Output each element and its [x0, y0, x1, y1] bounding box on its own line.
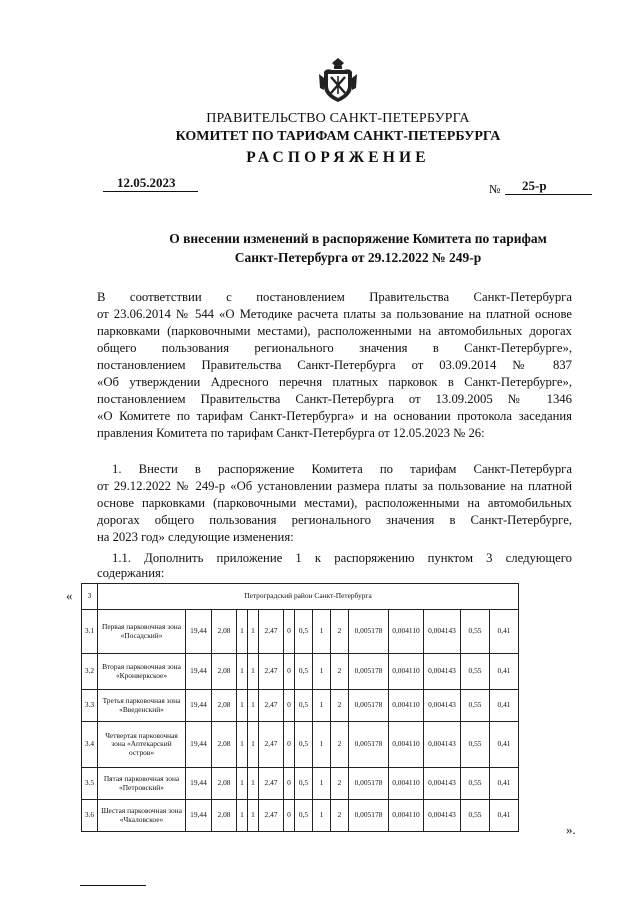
cell: 0,5	[295, 690, 313, 722]
cell: 0,004143	[424, 690, 461, 722]
cell: 1	[237, 722, 248, 768]
cell: 0,004143	[424, 722, 461, 768]
tariff-table	[81, 583, 519, 832]
cell: 0,5	[295, 722, 313, 768]
cell: 0,004110	[389, 768, 424, 800]
opening-quote: «	[66, 588, 73, 603]
closing-quote: ».	[566, 822, 576, 837]
cell: 1	[313, 800, 331, 832]
preamble-line: общего пользования регионального значения в Санкт-Петербурге»,	[97, 341, 572, 355]
cell: 19,44	[186, 800, 212, 832]
cell: 2,47	[259, 690, 284, 722]
table-row	[82, 768, 519, 800]
cell: 2,47	[259, 722, 284, 768]
table-row	[82, 800, 519, 832]
zone-name: Вторая парковочная зона «Кронверкское»	[98, 654, 186, 690]
cell: 0	[284, 610, 295, 654]
cell: 0,004143	[424, 800, 461, 832]
row-index: 3.2	[82, 654, 98, 690]
cell: 0,41	[490, 768, 519, 800]
cell: 0,004143	[424, 768, 461, 800]
preamble-line: В соответствии с постановлением Правительства Санкт-Петербурга	[97, 290, 572, 304]
cell: 0,005178	[349, 690, 389, 722]
preamble-line: правления Комитета по тарифам Санкт-Петербурга от 12.05.2023 № 26:	[97, 426, 485, 440]
cell: 1	[248, 722, 259, 768]
cell: 1	[237, 610, 248, 654]
cell: 0,55	[461, 690, 490, 722]
cell: 0,004110	[389, 722, 424, 768]
preamble-line: «О Комитете по тарифам Санкт-Петербурга» и на основании протокола заседания	[97, 409, 572, 423]
item1-line: на 2023 год» следующие изменения:	[97, 530, 294, 544]
cell: 1	[248, 654, 259, 690]
cell: 2	[331, 768, 349, 800]
item1-line: дорогах общего пользования регионального значения в Санкт-Петербурге,	[97, 513, 572, 527]
table-row	[82, 690, 519, 722]
cell: 0,55	[461, 722, 490, 768]
zone-name: Первая парковочная зона «Посадский»	[98, 610, 186, 654]
cell: 1	[237, 690, 248, 722]
cell: 1	[313, 690, 331, 722]
cell: 2	[331, 722, 349, 768]
cell: 1	[237, 800, 248, 832]
cell: 0	[284, 768, 295, 800]
cell: 0,004110	[389, 654, 424, 690]
cell: 2,47	[259, 768, 284, 800]
zone-name: Шестая парковочная зона «Чкаловское»	[98, 800, 186, 832]
row-index: 3.6	[82, 800, 98, 832]
cell: 0,55	[461, 800, 490, 832]
cell: 0,41	[490, 722, 519, 768]
cell: 0,55	[461, 768, 490, 800]
cell: 1	[313, 610, 331, 654]
coat-of-arms-icon	[318, 58, 358, 104]
cell: 0,004110	[389, 690, 424, 722]
cell: 0	[284, 800, 295, 832]
cell: 1	[248, 690, 259, 722]
cell: 0	[284, 654, 295, 690]
cell: 0,41	[490, 610, 519, 654]
cell: 2,47	[259, 800, 284, 832]
document-type: РАСПОРЯЖЕНИЕ	[246, 149, 430, 166]
table-header-row	[82, 584, 519, 610]
cell: 2,08	[212, 722, 237, 768]
cell: 19,44	[186, 722, 212, 768]
district-header: Петроградский район Санкт-Петербурга	[98, 584, 519, 610]
cell: 0,004110	[389, 610, 424, 654]
document-date: 12.05.2023	[117, 175, 176, 190]
cell: 0,005178	[349, 610, 389, 654]
cell: 2,47	[259, 610, 284, 654]
cell: 2,08	[212, 690, 237, 722]
cell: 1	[313, 654, 331, 690]
number-underline	[505, 194, 592, 195]
zone-name: Пятая парковочная зона «Петровский»	[98, 768, 186, 800]
cell: 0,55	[461, 654, 490, 690]
cell: 1	[248, 800, 259, 832]
cell: 0,005178	[349, 768, 389, 800]
preamble-line: «Об утверждении Адресного перечня платных парковок в Санкт-Петербурге»,	[97, 375, 572, 389]
cell: 0,004143	[424, 610, 461, 654]
item1-line: 1. Внести в распоряжение Комитета по тарифам Санкт-Петербурга	[112, 462, 572, 476]
item1-1-line: 1.1. Дополнить приложение 1 к распоряжению пунктом 3 следующего	[112, 551, 572, 565]
item1-line: основе парковками (парковочными местами), расположенными на автомобильных	[97, 496, 572, 510]
cell: 2	[331, 610, 349, 654]
date-underline	[103, 191, 198, 192]
cell: 2,47	[259, 654, 284, 690]
row-index: 3.4	[82, 722, 98, 768]
cell: 1	[237, 654, 248, 690]
cell: 0	[284, 690, 295, 722]
number-sign: №	[489, 182, 501, 196]
cell: 0,004110	[389, 800, 424, 832]
cell: 0,5	[295, 654, 313, 690]
table-row	[82, 610, 519, 654]
cell: 2,08	[212, 654, 237, 690]
cell: 1	[313, 768, 331, 800]
cell: 19,44	[186, 610, 212, 654]
preamble-line: от 23.06.2014 № 544 «О Методике расчета платы за пользование на платной основе	[97, 307, 572, 321]
table-row	[82, 722, 519, 768]
cell: 19,44	[186, 768, 212, 800]
table-row	[82, 654, 519, 690]
row-index: 3.3	[82, 690, 98, 722]
preamble-line: постановлением Правительства Санкт-Петербурга от 13.09.2005 № 1346	[97, 392, 572, 406]
header-index: 3	[82, 584, 98, 610]
zone-name: Третья парковочная зона «Введенский»	[98, 690, 186, 722]
cell: 0,5	[295, 610, 313, 654]
cell: 2,08	[212, 768, 237, 800]
cell: 0,41	[490, 800, 519, 832]
cell: 0,41	[490, 690, 519, 722]
zone-name: Четвертая парковочная зона «Аптекарский остров»	[98, 722, 186, 768]
footnote-divider	[80, 885, 146, 886]
cell: 19,44	[186, 654, 212, 690]
item1-line: от 29.12.2022 № 249-р «Об установлении размера платы за пользование на платной	[97, 479, 572, 493]
document-title-line: Санкт-Петербурга от 29.12.2022 № 249-р	[234, 250, 482, 265]
tariff-table-grid	[81, 583, 519, 832]
row-index: 3.1	[82, 610, 98, 654]
cell: 0,005178	[349, 654, 389, 690]
cell: 1	[237, 768, 248, 800]
cell: 0,41	[490, 654, 519, 690]
document-title-line: О внесении изменений в распоряжение Комитета по тарифам	[169, 231, 547, 246]
cell: 0,5	[295, 768, 313, 800]
preamble-line: постановлением Правительства Санкт-Петербурга от 03.09.2014 № 837	[97, 358, 572, 372]
cell: 2,08	[212, 610, 237, 654]
row-index: 3.5	[82, 768, 98, 800]
cell: 2	[331, 690, 349, 722]
committee-heading: КОМИТЕТ ПО ТАРИФАМ САНКТ-ПЕТЕРБУРГА	[175, 129, 501, 144]
cell: 0,005178	[349, 722, 389, 768]
cell: 0,55	[461, 610, 490, 654]
government-heading: ПРАВИТЕЛЬСТВО САНКТ-ПЕТЕРБУРГА	[206, 111, 470, 126]
cell: 19,44	[186, 690, 212, 722]
document-number: 25-р	[522, 178, 547, 193]
cell: 2	[331, 800, 349, 832]
cell: 2,08	[212, 800, 237, 832]
preamble-line: парковками (парковочными местами), расположенными на автомобильных дорогах	[97, 324, 572, 338]
cell: 0,005178	[349, 800, 389, 832]
item1-1-line: содержания:	[97, 566, 165, 580]
cell: 2	[331, 654, 349, 690]
cell: 1	[313, 722, 331, 768]
cell: 1	[248, 610, 259, 654]
cell: 0,5	[295, 800, 313, 832]
cell: 0,004143	[424, 654, 461, 690]
cell: 0	[284, 722, 295, 768]
cell: 1	[248, 768, 259, 800]
